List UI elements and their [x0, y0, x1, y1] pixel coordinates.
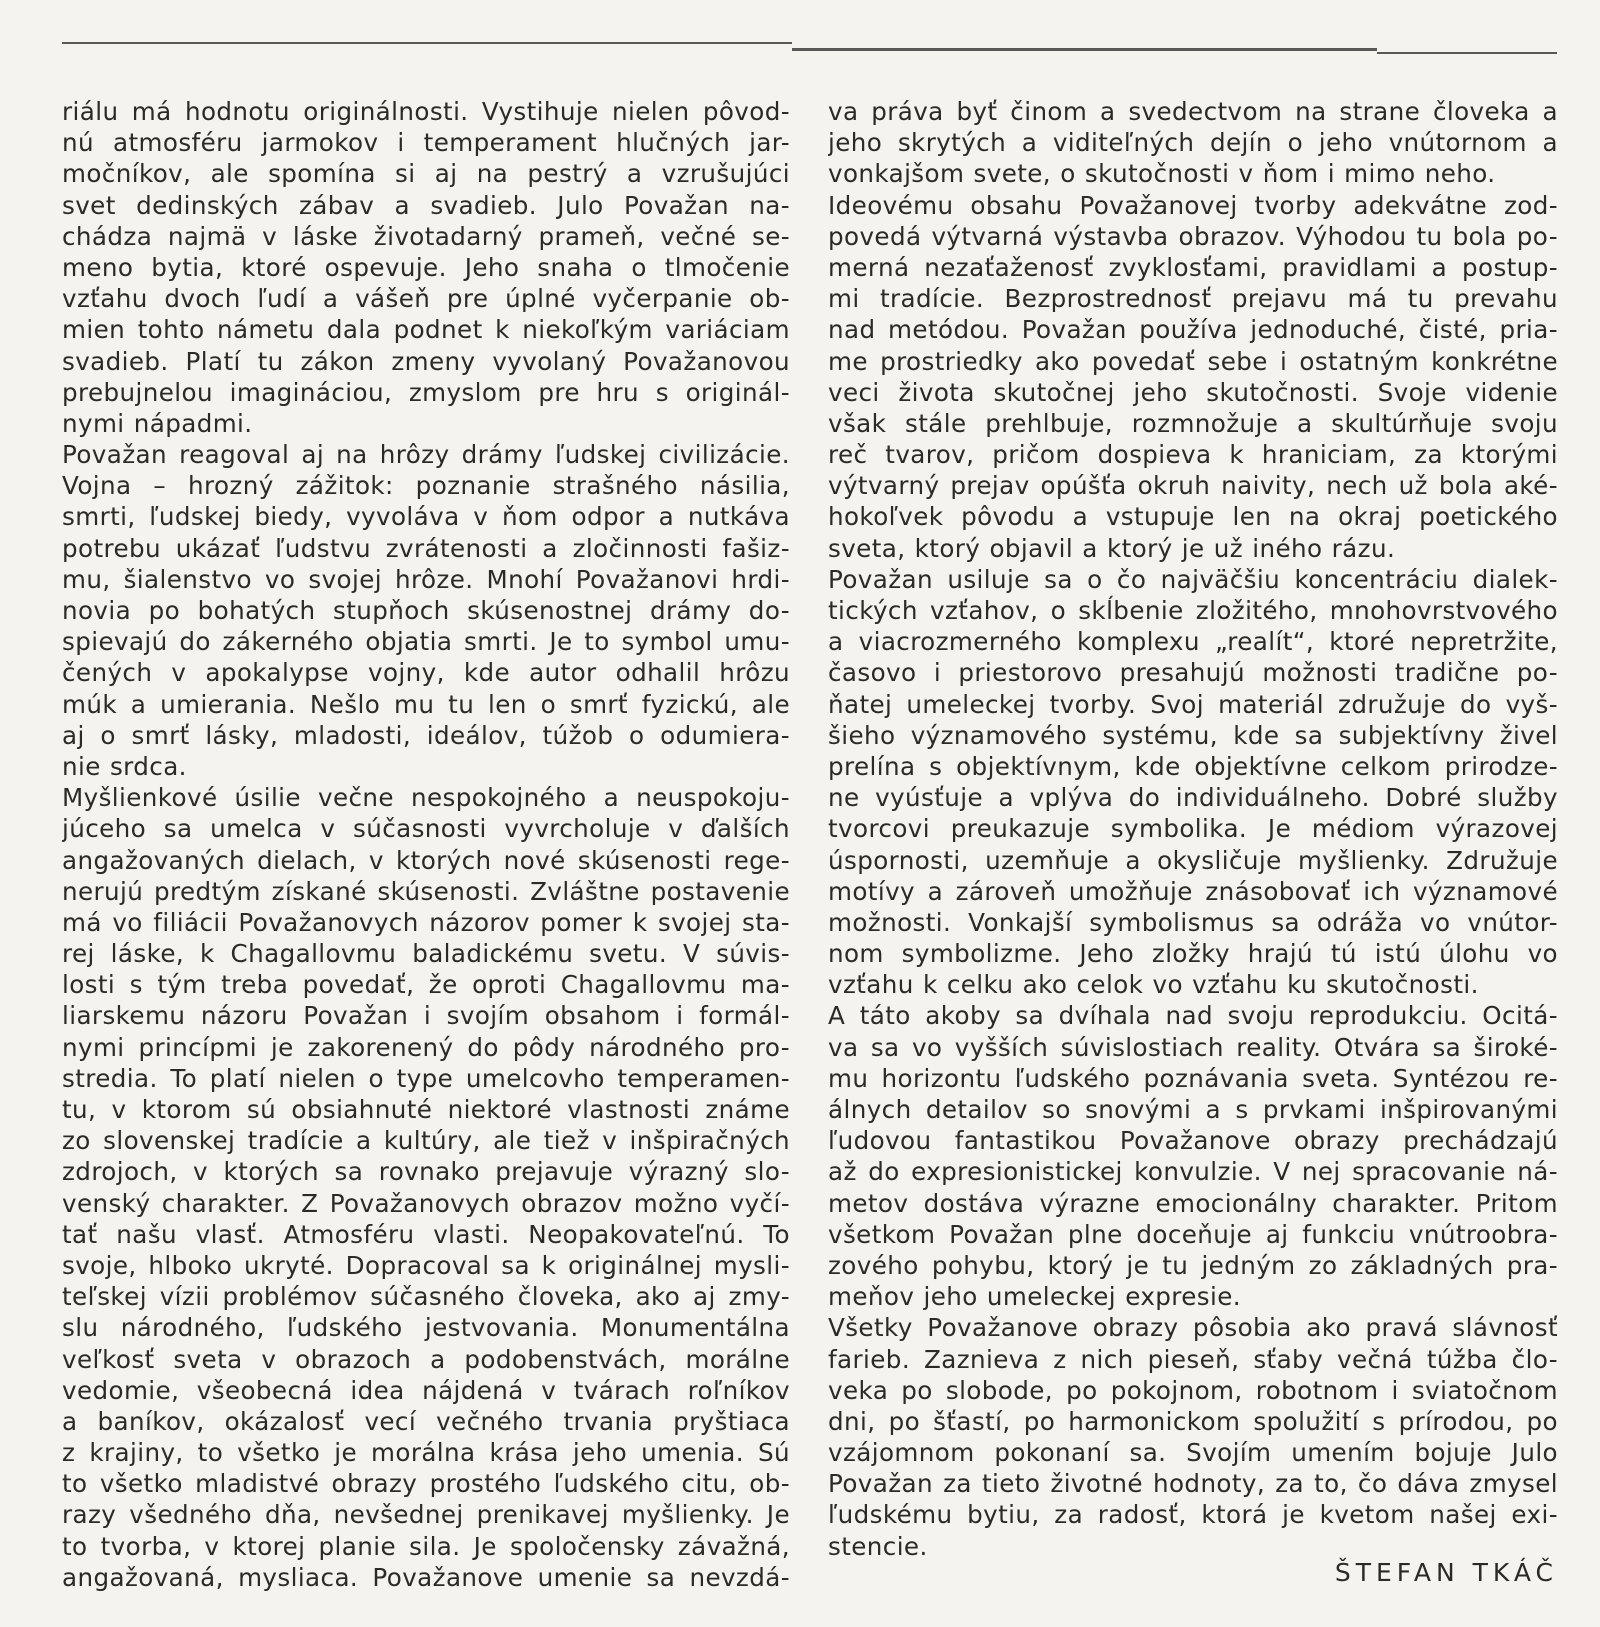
text-line: ľudovou fantastikou Považanove obrazy prechádzajú	[828, 1126, 1558, 1156]
text-line: ne vyúsťuje a vplýva do individuálneho. Dobré služby	[828, 783, 1558, 813]
text-line: vedomie, všeobecná idea nájdená v tvárach roľníkov	[62, 1375, 790, 1405]
text-line: Všetky Považanove obrazy pôsobia ako pravá slávnosť	[828, 1313, 1558, 1343]
text-line: nerujú predtým získané skúsenosti. Zvláštne postavenie	[62, 876, 790, 906]
text-line: meno bytia, ktoré ospevuje. Jeho snaha o tlmočenie	[62, 252, 790, 282]
text-line: mien tohto námetu dala podnet k niekoľkým variáciam	[62, 315, 790, 345]
text-line: razy všedného dňa, nevšednej prenikavej myšlienky. Je	[62, 1500, 790, 1530]
text-line: to všetko mladistvé obrazy prostého ľudského citu, ob-	[62, 1469, 790, 1499]
text-line: zového pohybu, ktorý je tu jedným zo základných pra-	[828, 1250, 1558, 1280]
text-line: spievajú do zákerného objatia smrti. Je to symbol umu-	[62, 627, 790, 657]
text-line: vzťahu k celku ako celok vo vzťahu ku skutočnosti.	[828, 970, 1479, 1000]
text-line: aj o smrť lásky, mladosti, ideálov, túžob o odumiera-	[62, 720, 790, 750]
text-line: tvorcovi preukazuje symbolika. Je médiom výrazovej	[828, 814, 1558, 844]
text-line: a baníkov, okázalosť vecí večného trvania pryštiaca	[62, 1406, 790, 1436]
text-line: prelína s objektívnym, kde objektívne celkom prirodze-	[828, 751, 1558, 781]
author-signature: ŠTEFAN TKÁČ	[1334, 1558, 1558, 1587]
text-line: meňov jeho umeleckej expresie.	[828, 1282, 1241, 1312]
text-line: venský charakter. Z Považanovych obrazov možno vyčí-	[62, 1188, 790, 1218]
text-line: nie srdca.	[62, 751, 187, 781]
text-line: nymi nápadmi.	[62, 408, 253, 438]
text-line: veľkosť sveta v obrazoch a podobenstvách, morálne	[62, 1344, 790, 1374]
text-line: novia po bohatých stupňoch skúsenostnej drámy do-	[62, 596, 790, 625]
text-line: veci života skutočnej jeho skutočnosti. Svoje videnie	[828, 377, 1558, 407]
text-line: svet dedinských zábav a svadieb. Julo Považan na-	[62, 190, 790, 220]
text-line: teľskej vízii problémov súčasného človeka, ako aj zmy-	[62, 1282, 790, 1312]
text-line: až do expresionistickej konvulzie. V nej spracovanie ná-	[828, 1157, 1558, 1187]
text-line: to tvorba, v ktorej planie sila. Je spoločensky závažná,	[62, 1531, 790, 1561]
text-line: rej láske, k Chagallovmu baladickému svetu. V súvis-	[62, 939, 790, 969]
text-line: ňatej umeleckej tvorby. Svoj materiál združuje do vyš-	[828, 689, 1558, 719]
text-line: dni, po šťastí, po harmonickom spolužití s prírodou, po	[828, 1406, 1558, 1436]
text-line: álnych detailov so snovými a s prvkami inšpirovanými	[828, 1095, 1558, 1124]
text-line: jeho skrytých a viditeľných dejín o jeho vnútornom a	[828, 128, 1558, 158]
text-line: nymi princípmi je zakorenený do pôdy národného pro-	[62, 1032, 790, 1062]
text-line: všetkom Považan plne doceňuje aj funkciu vnútroobra-	[828, 1219, 1558, 1249]
text-line: losti s tým treba povedať, že oproti Chagallovmu ma-	[62, 970, 790, 1000]
text-line: va práva byť činom a svedectvom na strane človeka a	[828, 97, 1558, 126]
top-rule-middle	[792, 48, 1377, 51]
text-line: me prostriedky ako povedať sebe i ostatným konkrétne	[828, 346, 1558, 376]
top-rule-right	[1377, 52, 1557, 54]
text-line: Vojna – hrozný zážitok: poznanie strašného násilia,	[62, 471, 790, 501]
text-line: veka po slobode, po pokojnom, robotnom i sviatočnom	[828, 1375, 1558, 1405]
text-line: časovo i priestorovo presahujú možnosti tradične po-	[828, 658, 1558, 688]
text-line: mu horizontu ľudského poznávania sveta. Syntézou re-	[828, 1063, 1558, 1093]
text-line: merná nezaťaženosť zvyklosťami, pravidlami a postup-	[828, 252, 1558, 282]
text-line: čených v apokalypse vojny, kde autor odhalil hrôzu	[62, 658, 790, 688]
text-line: má vo filiácii Považanovych názorov pomer k svojej sta-	[62, 907, 790, 937]
text-line: močníkov, ale spomína si aj na pestrý a vzrušujúci	[62, 159, 790, 189]
text-line: tať našu vlasť. Atmosféru vlasti. Neopakovateľnú. To	[62, 1219, 790, 1249]
text-line: metov dostáva výrazne emocionálny charakter. Pritom	[828, 1188, 1558, 1218]
text-line: svadieb. Platí tu zákon zmeny vyvolaný Považanovou	[62, 346, 790, 376]
text-line: z krajiny, to všetko je morálna krása jeho umenia. Sú	[62, 1438, 790, 1468]
text-line: smrti, ľudskej biedy, vyvoláva v ňom odpor a nutkáva	[62, 502, 790, 532]
text-line: vzťahu dvoch ľudí a vášeň pre úplné vyčerpanie ob-	[62, 284, 790, 314]
text-line: úspornosti, uzemňuje a okysličuje myšlienky. Združuje	[828, 845, 1558, 875]
text-line: Myšlienkové úsilie večne nespokojného a neuspokoju-	[62, 783, 790, 813]
text-line: však stále prehlbuje, rozmnožuje a skultúrňuje svoju	[828, 408, 1558, 438]
text-line: sveta, ktorý objavil a ktorý je už iného rázu.	[828, 533, 1396, 563]
text-line: va sa vo vyšších súvislostiach reality. Otvára sa široké-	[828, 1032, 1558, 1062]
text-line: povedá výtvarná výstavba obrazov. Výhodou tu bola po-	[828, 221, 1558, 251]
text-line: Považan za tieto životné hodnoty, za to, čo dáva zmysel	[828, 1469, 1558, 1499]
text-line: možnosti. Vonkajší symbolismus sa odráža vo vnútor-	[828, 907, 1558, 937]
text-line: reč tvarov, pričom dospieva k hraniciam, za ktorými	[828, 440, 1558, 470]
text-line: slu národného, ľudského jestvovania. Monumentálna	[62, 1313, 790, 1343]
text-line: riálu má hodnotu originálnosti. Vystihuje nielen pôvod-	[62, 97, 790, 126]
text-line: liarskemu názoru Považan i svojím obsahom i formál-	[62, 1001, 790, 1031]
text-line: múk a umierania. Nešlo mu tu len o smrť fyzickú, ale	[62, 689, 790, 719]
text-line: šieho významového systému, kde sa subjektívny živel	[828, 720, 1558, 750]
text-line: nad metódou. Považan používa jednoduché, čisté, pria-	[828, 315, 1558, 345]
text-line: výtvarný prejav opúšťa okruh naivity, nech už bola aké-	[828, 471, 1558, 501]
text-line: stencie.	[828, 1531, 928, 1561]
text-line: zo slovenskej tradície a kultúry, ale tiež v inšpiračných	[62, 1126, 790, 1156]
text-line: nú atmosféru jarmokov i temperament hlučných jar-	[62, 128, 790, 158]
text-line: stredia. To platí nielen o type umelcovho temperamen-	[62, 1063, 790, 1093]
text-line: júceho sa umelca v súčasnosti vyvrcholuje v ďalších	[62, 814, 790, 844]
text-line: tu, v ktorom sú obsiahnuté niektoré vlastnosti známe	[62, 1095, 790, 1124]
top-rule-left	[62, 42, 792, 44]
text-line: farieb. Zaznieva z nich pieseň, sťaby večná túžba člo-	[828, 1344, 1558, 1374]
text-line: a viacrozmerného komplexu „realít“, ktoré nepretržite,	[828, 627, 1558, 657]
text-line: angažovaná, mysliaca. Považanove umenie sa nevzdá-	[62, 1562, 790, 1592]
text-line: hokoľvek pôvodu a vstupuje len na okraj poetického	[828, 502, 1558, 532]
text-line: vzájomnom pokonaní sa. Svojím umením bojuje Julo	[828, 1438, 1558, 1468]
text-line: mi tradície. Bezprostrednosť prejavu má tu prevahu	[828, 284, 1558, 314]
text-line: chádza najmä v láske životadarný prameň, večné se-	[62, 221, 790, 251]
text-line: zdrojoch, v ktorých sa rovnako prejavuje výrazný slo-	[62, 1157, 790, 1187]
text-line: mu, šialenstvo vo svojej hrôze. Mnohí Považanovi hrdi-	[62, 564, 790, 594]
text-line: nom symbolizme. Jeho zložky hrajú tú istú úlohu vo	[828, 939, 1558, 969]
text-line: A táto akoby sa dvíhala nad svoju reprodukciu. Ocitá-	[828, 1001, 1558, 1031]
text-line: prebujnelou imagináciou, zmyslom pre hru s originál-	[62, 377, 790, 407]
text-line: svoje, hlboko ukryté. Dopracoval sa k originálnej mysli-	[62, 1250, 790, 1280]
right-text-column	[828, 96, 1558, 1562]
text-line: vonkajšom svete, o skutočnosti v ňom i mimo neho.	[828, 159, 1496, 189]
text-line: Považan usiluje sa o čo najväčšiu koncentráciu dialek-	[828, 564, 1558, 594]
text-line: motívy a zároveň umožňuje znásobovať ich významové	[828, 876, 1558, 906]
text-line: Ideovému obsahu Považanovej tvorby adekvátne zod-	[828, 190, 1558, 220]
left-text-column	[62, 96, 790, 1593]
text-line: Považan reagoval aj na hrôzy drámy ľudskej civilizácie.	[62, 440, 790, 470]
text-line: ľudskému bytiu, za radosť, ktorá je kvetom našej exi-	[828, 1500, 1558, 1530]
text-line: potrebu ukázať ľudstvu zvrátenosti a zločinnosti fašiz-	[62, 533, 790, 563]
text-line: angažovaných dielach, v ktorých nové skúsenosti rege-	[62, 845, 790, 875]
text-line: tických vzťahov, o skĺbenie zložitého, mnohovrstvového	[828, 596, 1558, 625]
